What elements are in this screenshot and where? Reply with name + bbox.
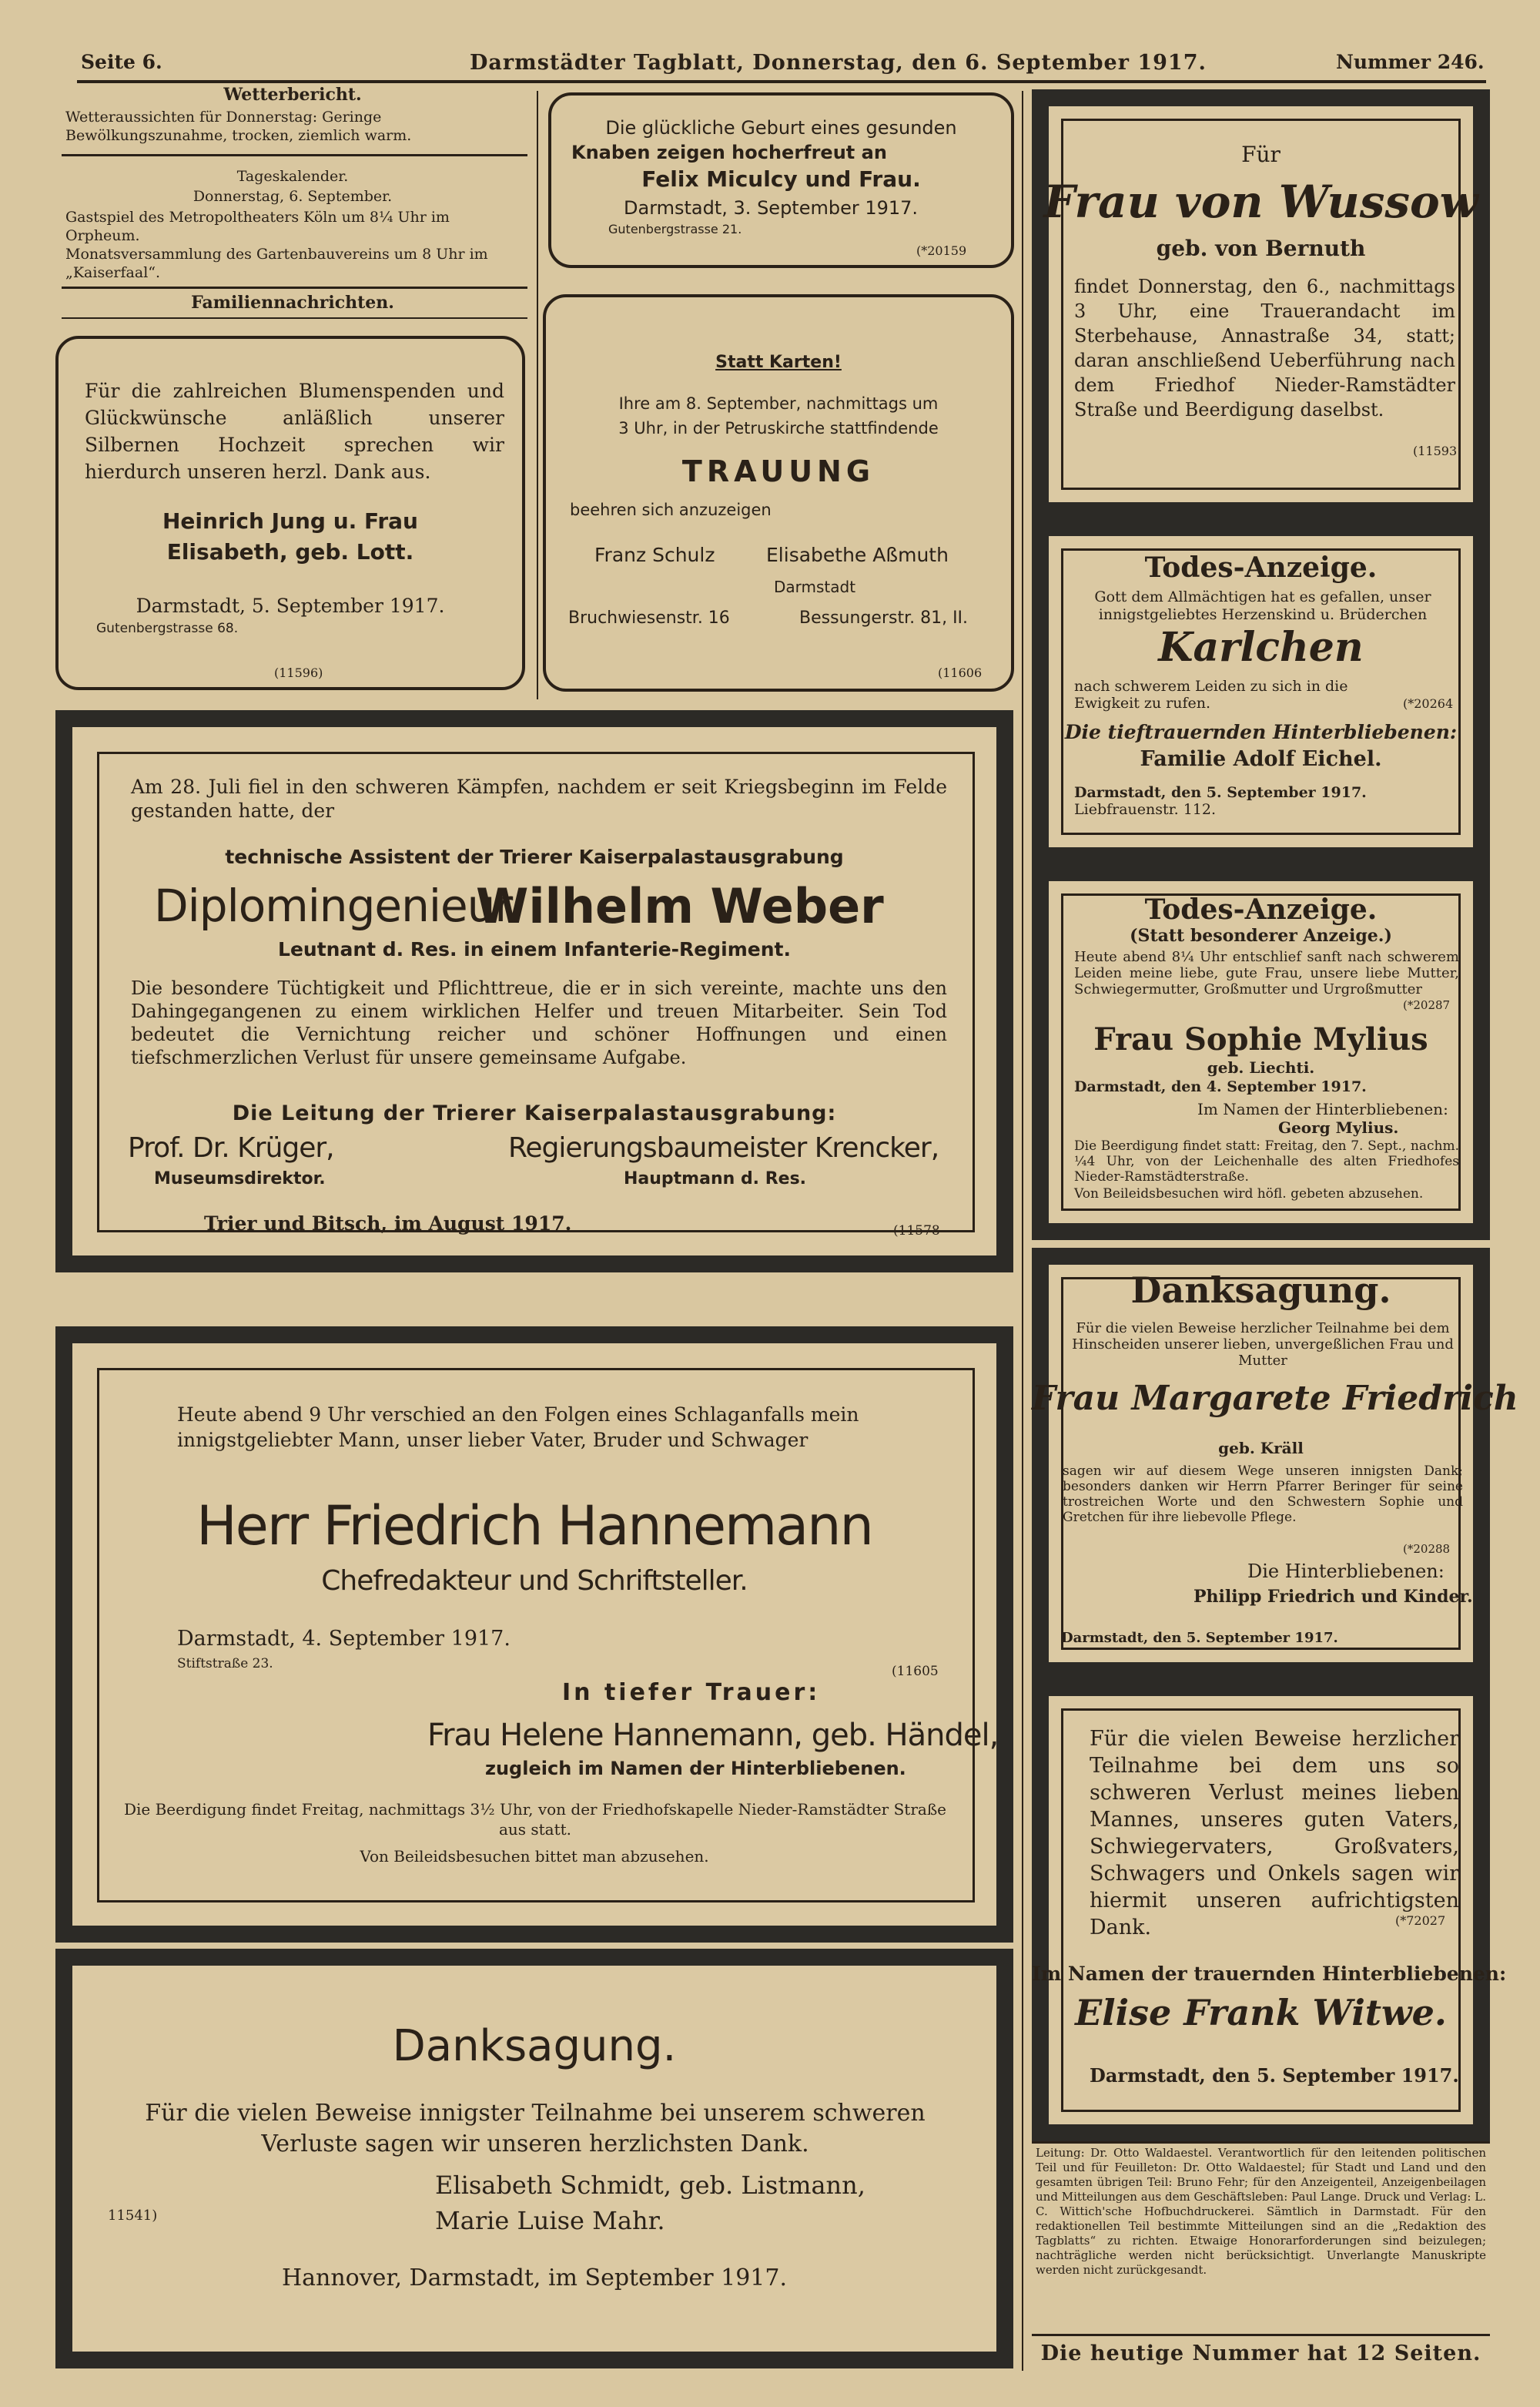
ad-pre: Für bbox=[1241, 142, 1281, 167]
ad-names: Elisabeth, geb. Lott. bbox=[166, 539, 414, 565]
ad-names: Felix Miculcy und Frau. bbox=[641, 166, 921, 192]
ad-text: Für die vielen Beweise innigster Teilnahme bei unserem schweren Verluste sagen wir unseren herzlichsten Dank. bbox=[145, 2100, 926, 2157]
column-divider bbox=[537, 91, 538, 699]
ad-street: Stiftstraße 23. bbox=[177, 1656, 273, 1671]
ad-text: nach schwerem Leiden zu sich in die Ewigkeit zu rufen. bbox=[1074, 678, 1348, 712]
ad-text: Für die vielen Beweise herzlicher Teilnahme bei dem Hinscheiden unserer lieben, unvergeßlichen Frau und Mutter bbox=[1072, 1320, 1454, 1369]
ad-place: Darmstadt, 3. September 1917. bbox=[624, 197, 919, 219]
imprint: Leitung: Dr. Otto Waldaestel. Verantwortlich für den leitenden politischen Teil und für Feuilleton: Dr. Otto Waldaestel; für Stadt und Land und den gesamten übrigen Teil: Bruno Fehr; für den Anzeigenteil, Anzeigenbeilagen und Mitteilungen aus dem Geschäftsleben: Paul Lange. Druck und Verlag: L. C. Wittich'sche Hofbuchdruckerei. Sämtlich in Darmstadt. Für den redaktionellen Teil bestimmte Mitteilungen sind an die „Redaktion des Tagblatts“ zu richten. Etwaige Honorarforderungen sind beizulegen; nachträgliche werden nicht berücksichtigt. Unverlangte Manuskripte werden nicht zurückgesandt. bbox=[1036, 2146, 1486, 2277]
header-rule bbox=[77, 80, 1486, 83]
weather-text: Wetteraussichten für Donnerstag: Geringe Bewölkungszunahme, trocken, ziemlich warm. bbox=[65, 109, 412, 144]
rule bbox=[62, 154, 527, 156]
ad-code: (11596) bbox=[274, 665, 323, 680]
ad-groom: Franz Schulz bbox=[594, 544, 715, 566]
ad-title: Danksagung. bbox=[392, 2021, 677, 2071]
calendar-item: Monatsversammlung des Gartenbauvereins um 8 Uhr im „Kaiserfaal“. bbox=[65, 246, 488, 281]
ad-intro: Heute abend 9 Uhr verschied an den Folgen eines Schlaganfalls mein innigstgeliebter Mann, unser lieber Vater, Bruder und Schwager bbox=[177, 1403, 859, 1451]
ad-text: Knaben zeigen hocherfreut an bbox=[571, 142, 887, 163]
ad-name: Frau Margarete Friedrich bbox=[1032, 1379, 1518, 1418]
ad-text: Heute abend 8¼ Uhr entschlief sanft nach schwerem Leiden meine liebe, gute Frau, unsere liebe Mutter, Schwiegermutter, Großmutter und Urgroßmutter bbox=[1074, 949, 1459, 997]
ad-address: Bessungerstr. 81, II. bbox=[799, 608, 969, 628]
ad-place: Hannover, Darmstadt, im September 1917. bbox=[281, 2265, 788, 2291]
ad-name: Herr Friedrich Hannemann bbox=[196, 1494, 872, 1557]
ad-text: Ihre am 8. September, nachmittags um bbox=[618, 394, 939, 413]
ad-name: Elise Frank Witwe. bbox=[1075, 1992, 1447, 2033]
ad-note: Von Beileidsbesuchen bittet man abzusehen. bbox=[360, 1847, 709, 1866]
rule bbox=[1032, 2141, 1490, 2144]
ad-title: Chefredakteur und Schriftsteller. bbox=[321, 1565, 748, 1597]
ad-note: Von Beileidsbesuchen wird höfl. gebeten abzusehen. bbox=[1074, 1186, 1424, 1202]
ad-names: Elisabeth Schmidt, geb. Listmann, bbox=[435, 2171, 865, 2200]
ad-names: Heinrich Jung u. Frau bbox=[162, 508, 418, 534]
ad-code: 11541) bbox=[108, 2208, 158, 2224]
page-number: Seite 6. bbox=[81, 51, 162, 73]
ad-born: geb. Kräll bbox=[1218, 1439, 1304, 1457]
ad-widow-sub: zugleich im Namen der Hinterbliebenen. bbox=[485, 1758, 906, 1779]
ad-intro: Am 28. Juli fiel in den schweren Kämpfen, nachdem er seit Kriegsbeginn im Felde gestanden hatte, der bbox=[131, 776, 947, 822]
ad-city: Darmstadt bbox=[774, 578, 856, 596]
ad-title: Todes-Anzeige. bbox=[1144, 551, 1378, 584]
ad-code: (11593 bbox=[1413, 444, 1458, 458]
ad-place: Darmstadt, 4. September 1917. bbox=[177, 1627, 511, 1651]
ad-code: (11605 bbox=[892, 1664, 939, 1679]
column-divider bbox=[1022, 91, 1023, 2371]
family-title: Familiennachrichten. bbox=[191, 293, 394, 313]
ad-sign-sub: Hauptmann d. Res. bbox=[624, 1169, 807, 1188]
ad-title: Todes-Anzeige. bbox=[1144, 893, 1378, 926]
ad-place: Darmstadt, den 5. September 1917. bbox=[1061, 1630, 1338, 1646]
ad-sign: Regierungsbaumeister Krencker, bbox=[508, 1132, 939, 1164]
ad-sign: Georg Mylius. bbox=[1278, 1118, 1399, 1137]
ad-name: Karlchen bbox=[1158, 624, 1364, 671]
ad-address: Bruchwiesenstr. 16 bbox=[568, 608, 730, 628]
ad-place: Darmstadt, den 5. September 1917. bbox=[1090, 2064, 1459, 2087]
ad-text: Für die vielen Beweise herzlicher Teilnahme bei dem uns so schweren Verlust meines lieben Mannes, unseres guten Vaters, Schwiegervaters, Großvaters, Schwagers und Onkels sagen wir hiermit unseren aufrichtigsten Dank. bbox=[1090, 1727, 1459, 1939]
rule bbox=[1032, 2334, 1490, 2336]
ad-name: Frau Sophie Mylius bbox=[1093, 1021, 1428, 1058]
ad-text: Für die zahlreichen Blumenspenden und Glückwünsche anläßlich unserer Silbernen Hochzeit sprechen wir hierdurch unseren herzl. Dank aus. bbox=[85, 380, 504, 483]
ad-code: (11578 bbox=[893, 1223, 940, 1239]
ad-body: Die besondere Tüchtigkeit und Pflichttreue, die er in sich vereinte, machte uns den Dahingegangenen zu einem wirklichen Helfer und treuen Mitarbeiter. Sein Tod bedeutet die Vernichtung reicher und schöner Hoffnungen und einen tiefschmerzlichen Verlust für unsere gemeinsame Aufgabe. bbox=[131, 977, 947, 1068]
ad-sign: Die Hinterbliebenen: bbox=[1247, 1561, 1445, 1582]
ad-name: Wilhelm Weber bbox=[476, 878, 884, 934]
ad-code: (*20159 bbox=[916, 243, 967, 258]
ad-sub: (Statt besonderer Anzeige.) bbox=[1130, 926, 1392, 946]
ad-title: Danksagung. bbox=[1130, 1269, 1391, 1311]
calendar-title: Tageskalender. bbox=[236, 168, 349, 185]
rule bbox=[62, 287, 527, 289]
ad-sign: Philipp Friedrich und Kinder. bbox=[1194, 1587, 1473, 1607]
ad-mourn: Im Namen der trauernden Hinterbliebenen: bbox=[1032, 1963, 1507, 1985]
ad-title: Statt Karten! bbox=[715, 353, 842, 372]
ad-text: Die glückliche Geburt eines gesunden bbox=[605, 117, 957, 139]
ad-text: 3 Uhr, in der Petruskirche stattfindende bbox=[618, 419, 939, 437]
ad-code: (*20264 bbox=[1403, 696, 1454, 711]
weather-title: Wetterbericht. bbox=[223, 85, 362, 105]
ad-headline: TRAUUNG bbox=[681, 454, 875, 488]
ad-text: sagen wir auf diesem Wege unseren innigsten Dank; besonders danken wir Herrn Pfarrer Beringer für seine trostreichen Worte und den Schwestern Sophie und Gretchen für ihre liebevolle Pflege. bbox=[1063, 1463, 1463, 1525]
ad-text: findet Donnerstag, den 6., nachmittags 3 Uhr, eine Trauerandacht im Sterbehause, Annastraße 34, statt; daran anschließend Ueberführung nach dem Friedhof Nieder-Ramstädter Straße und Beerdigung daselbst. bbox=[1074, 276, 1455, 421]
ad-street: Gutenbergstrasse 68. bbox=[96, 621, 239, 636]
ad-code: (*72027 bbox=[1395, 1913, 1446, 1928]
ad-mourning: In tiefer Trauer: bbox=[562, 1679, 821, 1706]
ad-role: technische Assistent der Trierer Kaiserpalastausgrabung bbox=[225, 846, 844, 868]
ad-sign: Im Namen der Hinterbliebenen: bbox=[1197, 1100, 1448, 1118]
ad-place: Trier und Bitsch, im August 1917. bbox=[204, 1212, 572, 1235]
ad-place: Darmstadt, den 5. September 1917. bbox=[1074, 784, 1367, 801]
ad-text: Gott dem Allmächtigen hat es gefallen, unser innigstgeliebtes Herzenskind u. Brüderchen bbox=[1094, 588, 1431, 623]
ad-born: geb. Liechti. bbox=[1207, 1058, 1315, 1077]
ad-code: (11606 bbox=[938, 665, 983, 680]
ad-names: Marie Luise Mahr. bbox=[435, 2206, 665, 2235]
ad-bride: Elisabethe Aßmuth bbox=[766, 544, 949, 566]
masthead: Darmstädter Tagblatt, Donnerstag, den 6. September 1917. bbox=[470, 51, 1207, 75]
ad-family: Familie Adolf Eichel. bbox=[1140, 747, 1382, 771]
ad-sign: Prof. Dr. Krüger, bbox=[128, 1132, 334, 1164]
ad-place: Darmstadt, den 4. September 1917. bbox=[1074, 1078, 1367, 1095]
calendar-item: Gastspiel des Metropoltheaters Köln um 8¼ Uhr im Orpheum. bbox=[65, 209, 450, 244]
ad-street: Liebfrauenstr. 112. bbox=[1074, 801, 1217, 818]
issue-number: Nummer 246. bbox=[1336, 51, 1485, 73]
ad-widow: Frau Helene Hannemann, geb. Händel, bbox=[427, 1718, 999, 1753]
footer-pages: Die heutige Nummer hat 12 Seiten. bbox=[1040, 2342, 1481, 2365]
ad-funeral: Die Beerdigung findet statt: Freitag, den 7. Sept., nachm. ¼4 Uhr, von der Leichenhalle des alten Friedhofes Nieder-Ramstädterstraße. bbox=[1074, 1138, 1459, 1185]
ad-name: Frau von Wussow bbox=[1043, 176, 1478, 228]
ad-sign-title: Die Leitung der Trierer Kaiserpalastausgrabung: bbox=[232, 1101, 837, 1125]
calendar-date: Donnerstag, 6. September. bbox=[192, 188, 393, 205]
ad-funeral: Die Beerdigung findet Freitag, nachmittags 3½ Uhr, von der Friedhofskapelle Nieder-Ramstädter Straße aus statt. bbox=[123, 1800, 947, 1839]
ad-street: Gutenbergstrasse 21. bbox=[608, 222, 742, 236]
ad-code: (*20288 bbox=[1403, 1542, 1451, 1556]
ad-sign-sub: Museumsdirektor. bbox=[154, 1169, 326, 1188]
rule bbox=[62, 317, 527, 319]
ad-name: Diplomingenieur bbox=[154, 880, 513, 932]
ad-code: (*20287 bbox=[1403, 998, 1451, 1012]
ad-place: Darmstadt, 5. September 1917. bbox=[136, 595, 445, 617]
ad-mourn: Die tieftrauernden Hinterbliebenen: bbox=[1064, 721, 1458, 743]
ad-rank: Leutnant d. Res. in einem Infanterie-Regiment. bbox=[278, 938, 791, 960]
ad-born: geb. von Bernuth bbox=[1156, 236, 1366, 261]
ad-text: beehren sich anzuzeigen bbox=[570, 501, 772, 519]
